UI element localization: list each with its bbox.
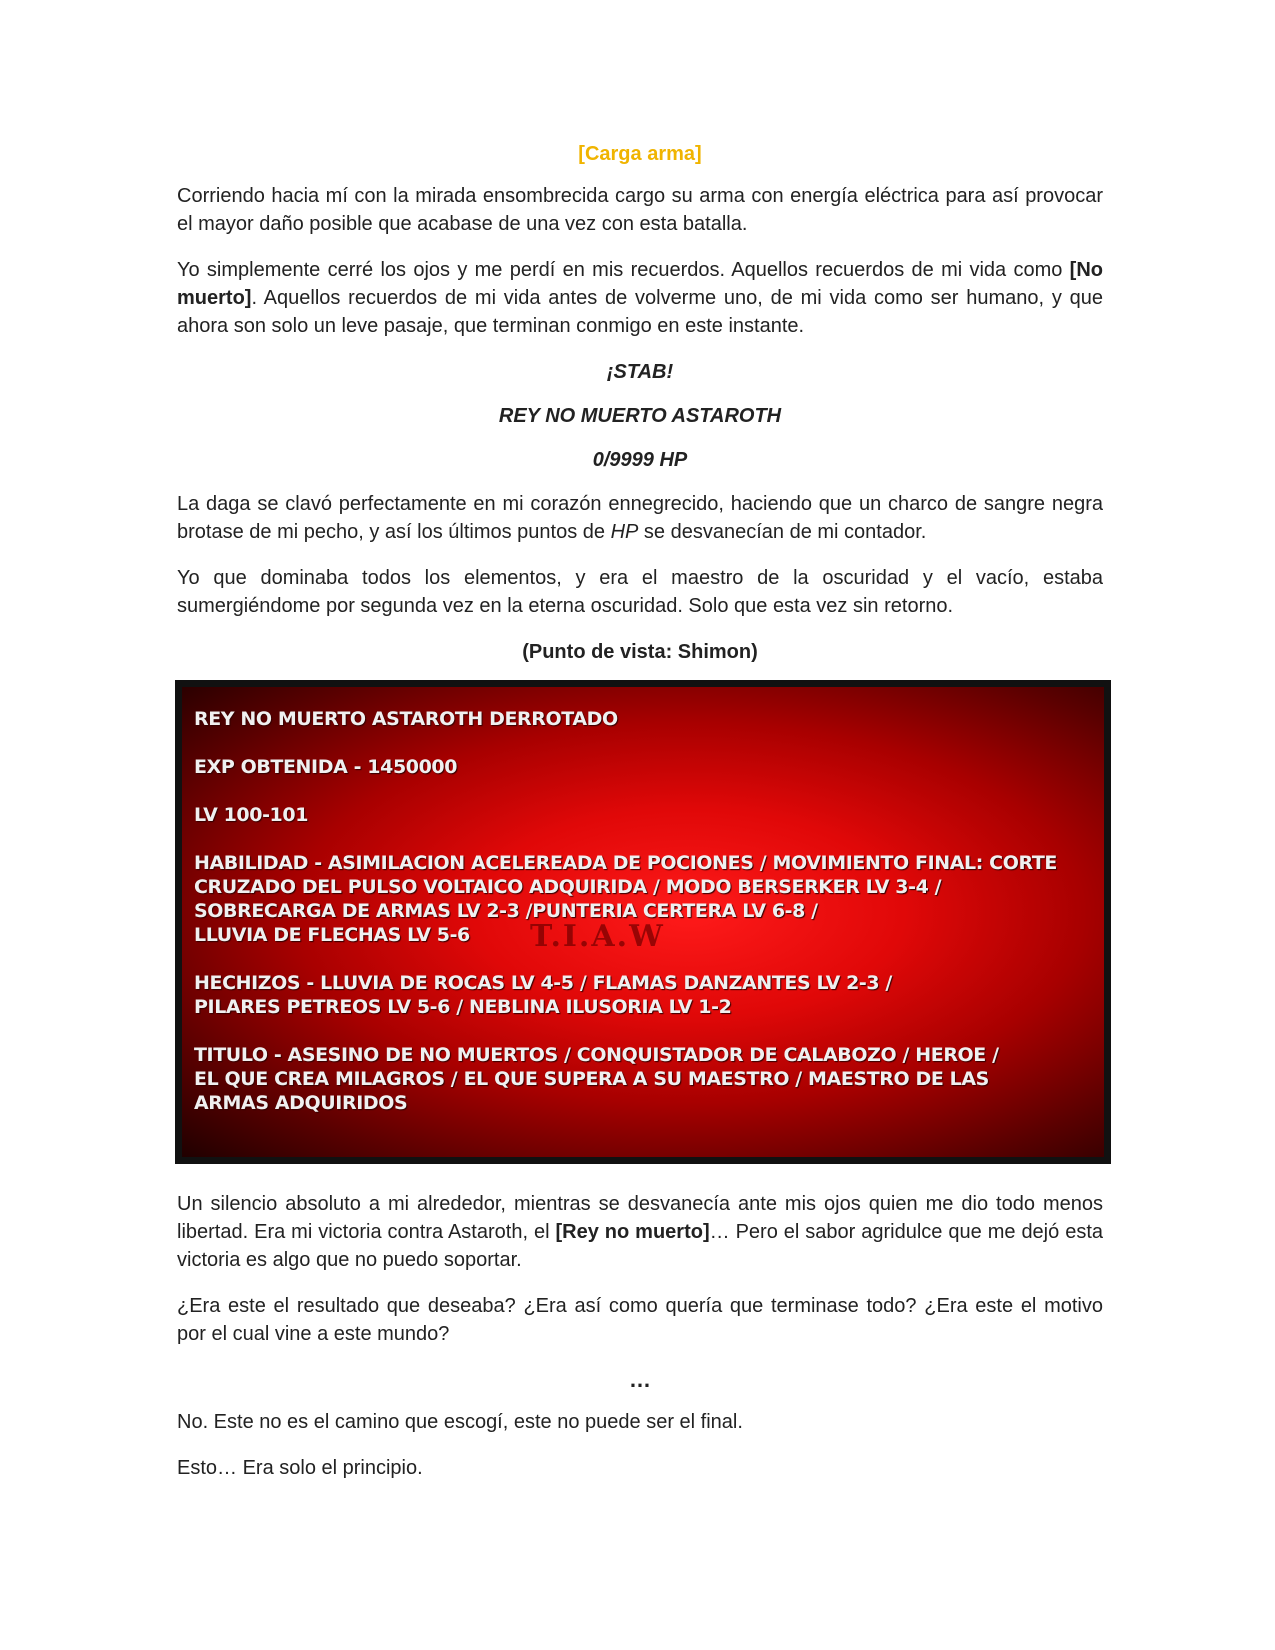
status-titles-line: TITULO - ASESINO DE NO MUERTOS / CONQUISTADOR DE CALABOZO / HEROE / <box>194 1044 999 1066</box>
status-skills-line: HABILIDAD - ASIMILACION ACELEREADA DE POCIONES / MOVIMIENTO FINAL: CORTE <box>194 852 1057 874</box>
paragraph-2-bold: [No muerto] <box>177 259 1103 309</box>
status-level: LV 100-101 <box>194 804 309 826</box>
watermark: T.I.A.W <box>530 919 665 954</box>
status-skills <box>194 851 1092 947</box>
status-titles-line: EL QUE CREA MILAGROS / EL QUE SUPERA A SU MAESTRO / MAESTRO DE LAS <box>194 1068 989 1090</box>
status-spells-line: HECHIZOS - LLUVIA DE ROCAS LV 4-5 / FLAMAS DANZANTES LV 2-3 / <box>194 972 892 994</box>
paragraph-3-italic: HP <box>610 521 639 543</box>
boss-name: REY NO MUERTO ASTAROTH <box>498 405 782 427</box>
status-skills-line: SOBRECARGA DE ARMAS LV 2-3 /PUNTERIA CERTERA LV 6-8 / <box>194 900 818 922</box>
paragraph-2 <box>177 256 1103 340</box>
status-panel-text <box>194 707 1092 1139</box>
status-exp: EXP OBTENIDA - 1450000 <box>194 756 458 778</box>
section-heading: [Carga arma] <box>578 143 702 165</box>
paragraph-2-text: Yo simplemente cerré los ojos y me perdí en mis recuerdos. Aquellos recuerdos de mi vida como <box>177 259 1070 281</box>
paragraph-3-text: La daga se clavó perfectamente en mi corazón ennegrecido, haciendo que un charco de sangre negra brotase de mi pecho, y así los últimos puntos de <box>177 493 1103 543</box>
scene-break: … <box>629 1367 651 1392</box>
status-defeated: REY NO MUERTO ASTAROTH DERROTADO <box>194 708 618 730</box>
status-panel-image <box>175 680 1111 1164</box>
stab-text: ¡STAB! <box>606 361 674 383</box>
paragraph-1: Corriendo hacia mí con la mirada ensombrecida cargo su arma con energía eléctrica para así provocar el mayor daño posible que acabase de una vez con esta batalla. <box>177 185 1103 235</box>
paragraph-8: Esto… Era solo el principio. <box>177 1457 423 1479</box>
paragraph-5-bold: [Rey no muerto] <box>555 1221 710 1243</box>
paragraph-7: No. Este no es el camino que escogí, este no puede ser el final. <box>177 1411 743 1433</box>
paragraph-3 <box>177 490 1103 546</box>
point-of-view: (Punto de vista: Shimon) <box>522 641 758 663</box>
paragraph-4: Yo que dominaba todos los elementos, y era el maestro de la oscuridad y el vacío, estaba sumergiéndome por segunda vez en la eterna oscuridad. Solo que esta vez sin retorno. <box>177 567 1103 617</box>
document-page <box>177 140 1103 1500</box>
paragraph-3-text-end: se desvanecían de mi contador. <box>638 521 927 543</box>
status-titles-line: ARMAS ADQUIRIDOS <box>194 1092 408 1114</box>
status-spells <box>194 971 1092 1019</box>
paragraph-6: ¿Era este el resultado que deseaba? ¿Era así como quería que terminase todo? ¿Era este el motivo por el cual vine a este mundo? <box>177 1295 1103 1345</box>
status-titles <box>194 1043 1092 1115</box>
paragraph-5 <box>177 1190 1103 1274</box>
paragraph-5-text: Un silencio absoluto a mi alrededor, mientras se desvanecía ante mis ojos quien me dio todo menos libertad. Era mi victoria contra Astaroth, el <box>177 1193 1103 1243</box>
status-skills-line: CRUZADO DEL PULSO VOLTAICO ADQUIRIDA / MODO BERSERKER LV 3-4 / <box>194 876 942 898</box>
status-spells-line: PILARES PETREOS LV 5-6 / NEBLINA ILUSORIA LV 1-2 <box>194 996 732 1018</box>
status-skills-line: LLUVIA DE FLECHAS LV 5-6 <box>194 924 470 946</box>
paragraph-5-text-end: … Pero el sabor agridulce que me dejó esta victoria es algo que no puedo soportar. <box>177 1221 1104 1271</box>
paragraph-2-text-end: . Aquellos recuerdos de mi vida antes de volverme uno, de mi vida como ser humano, y que ahora son solo un leve pasaje, que terminan conmigo en este instante. <box>177 287 1103 337</box>
boss-hp: 0/9999 HP <box>592 449 688 471</box>
